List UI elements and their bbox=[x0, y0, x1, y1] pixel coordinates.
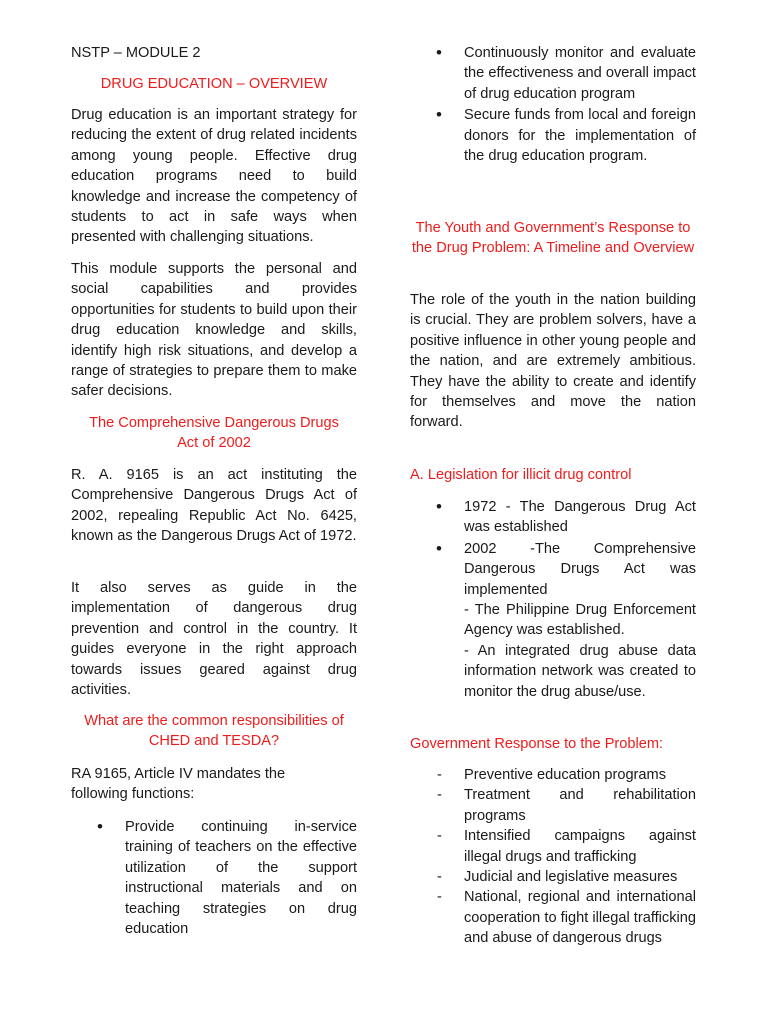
list-item: • Provide continuing in-service training of teachers on the effective utilization of the support instructional materials and on teaching strategies on drug education bbox=[71, 817, 357, 939]
intro-paragraph-1: Drug education is an important strategy for reducing the extent of drug related incidents among young people. Effective drug education programs need to build knowledge and increase the competency of students to act in safe ways when presented with challenging situations. bbox=[71, 107, 357, 246]
timeline-item: • 1972 - The Dangerous Drug Act was established bbox=[410, 497, 696, 538]
module-header: NSTP – MODULE 2 bbox=[71, 45, 201, 61]
list-item: • Secure funds from local and foreign donors for the implementation of the drug education program. bbox=[410, 105, 696, 166]
act-heading: The Comprehensive Dangerous Drugs Act of 2002 bbox=[89, 415, 339, 452]
page-title: DRUG EDUCATION – OVERVIEW bbox=[100, 76, 328, 92]
responsibilities-intro: RA 9165, Article IV mandates the following functions: bbox=[71, 766, 286, 803]
list-item: - Intensified campaigns against illegal drugs and trafficking bbox=[410, 826, 696, 867]
responsibilities-heading: What are the common responsibilities of CHED and TESDA? bbox=[84, 713, 344, 750]
act-paragraph-2: It also serves as guide in the implementation of dangerous drug prevention and control in the country. It guides everyone in the right approach towards issues geared against drug activities. bbox=[71, 580, 357, 699]
functions-list-right bbox=[410, 43, 696, 166]
intro-paragraph-2: This module supports the personal and social capabilities and provides opportunities for students to build upon their drug education knowledge and skills, identify high risk situations, and develop a range of strategies to prepare them to make safer decisions. bbox=[71, 261, 357, 400]
functions-list-left bbox=[71, 817, 357, 939]
list-item: - Judicial and legislative measures bbox=[410, 867, 696, 887]
act-paragraph-1: R. A. 9165 is an act instituting the Comprehensive Dangerous Drugs Act of 2002, repealing Republic Act No. 6425, known as the Dangerous Drugs Act of 1972. bbox=[71, 467, 357, 545]
government-heading: Government Response to the Problem: bbox=[410, 736, 664, 752]
list-item: • Continuously monitor and evaluate the effectiveness and overall impact of drug education program bbox=[410, 43, 696, 104]
timeline-item-main: • 2002 -The Comprehensive Dangerous Drugs Act was implemented bbox=[464, 540, 696, 598]
timeline-subitem: - The Philippine Drug Enforcement Agency was established. bbox=[464, 602, 696, 639]
youth-paragraph: The role of the youth in the nation building is crucial. They are problem solvers, have a positive influence in other young people and the nation, and are extremely ambitious. They have the ability to create and identify for themselves and move the nation forward. bbox=[410, 292, 696, 431]
list-item: - Treatment and rehabilitation programs bbox=[410, 785, 696, 826]
government-response-list bbox=[410, 765, 696, 949]
list-item: - National, regional and international cooperation to fight illegal trafficking and abuse of dangerous drugs bbox=[410, 887, 696, 948]
list-item: - Preventive education programs bbox=[410, 765, 696, 785]
legislation-heading: A. Legislation for illicit drug control bbox=[410, 467, 632, 483]
timeline-item bbox=[410, 539, 696, 702]
youth-heading: The Youth and Government’s Response to the Drug Problem: A Timeline and Overview bbox=[411, 220, 695, 257]
timeline-list bbox=[410, 497, 696, 702]
timeline-subitem: - An integrated drug abuse data information network was created to monitor the drug abuse/use. bbox=[464, 642, 696, 700]
